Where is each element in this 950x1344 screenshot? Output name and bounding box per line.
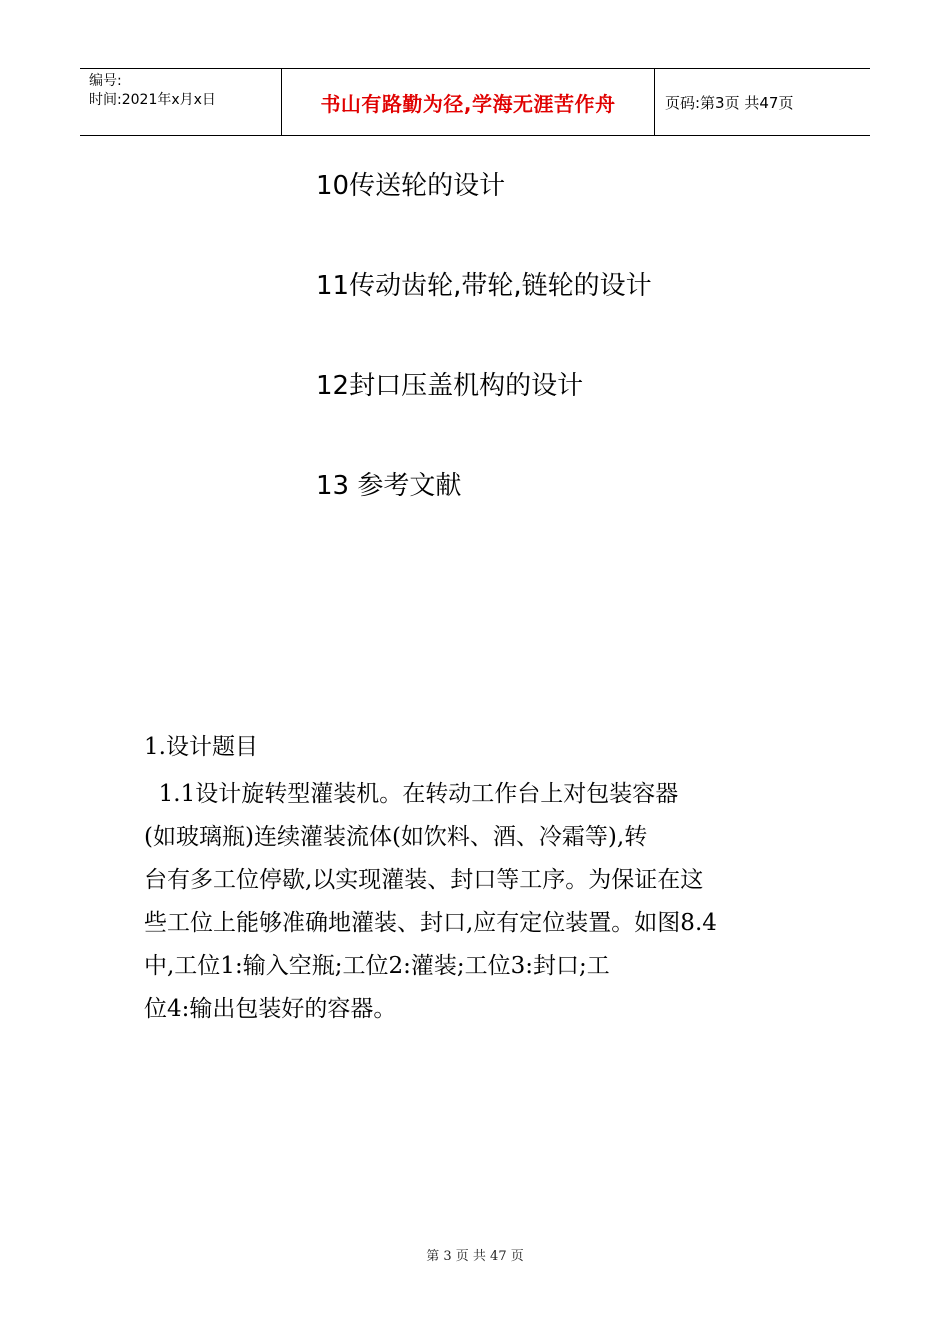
page-header [80,68,870,136]
toc-item: 12封口压盖机构的设计 [316,371,584,401]
paragraph-line: 1.1设计旋转型灌装机。在转动工作台上对包装容器 [144,781,679,807]
section-paragraph [144,773,810,1031]
header-motto: 书山有路勤为径,学海无涯苦作舟 [282,69,655,135]
paragraph-line: 些工位上能够准确地灌装、封口,应有定位装置。如图8.4 [144,910,717,936]
paragraph-line: 台有多工位停歇,以实现灌装、封口等工序。为保证在这 [144,867,704,893]
paragraph-line: 中,工位1:输入空瓶;工位2:灌装;工位3:封口;工 [144,953,610,979]
header-meta [80,69,282,135]
paragraph-line: (如玻璃瓶)连续灌装流体(如饮料、酒、冷霜等),转 [144,824,648,850]
header-page-info: 页码:第3页 共47页 [665,93,794,112]
toc-item: 13 参考文献 [316,471,462,501]
toc-item: 10传送轮的设计 [316,171,506,201]
page-footer: 第 3 页 共 47 页 [426,1249,524,1264]
document-number-label: 编号: [89,73,122,89]
section-title: 1.设计题目 [144,734,258,760]
toc-item: 11传动齿轮,带轮,链轮的设计 [316,271,652,301]
table-of-contents [316,166,652,566]
document-time-label: 时间:2021年x月x日 [89,92,216,108]
paragraph-line: 位4:输出包装好的容器。 [144,996,397,1022]
